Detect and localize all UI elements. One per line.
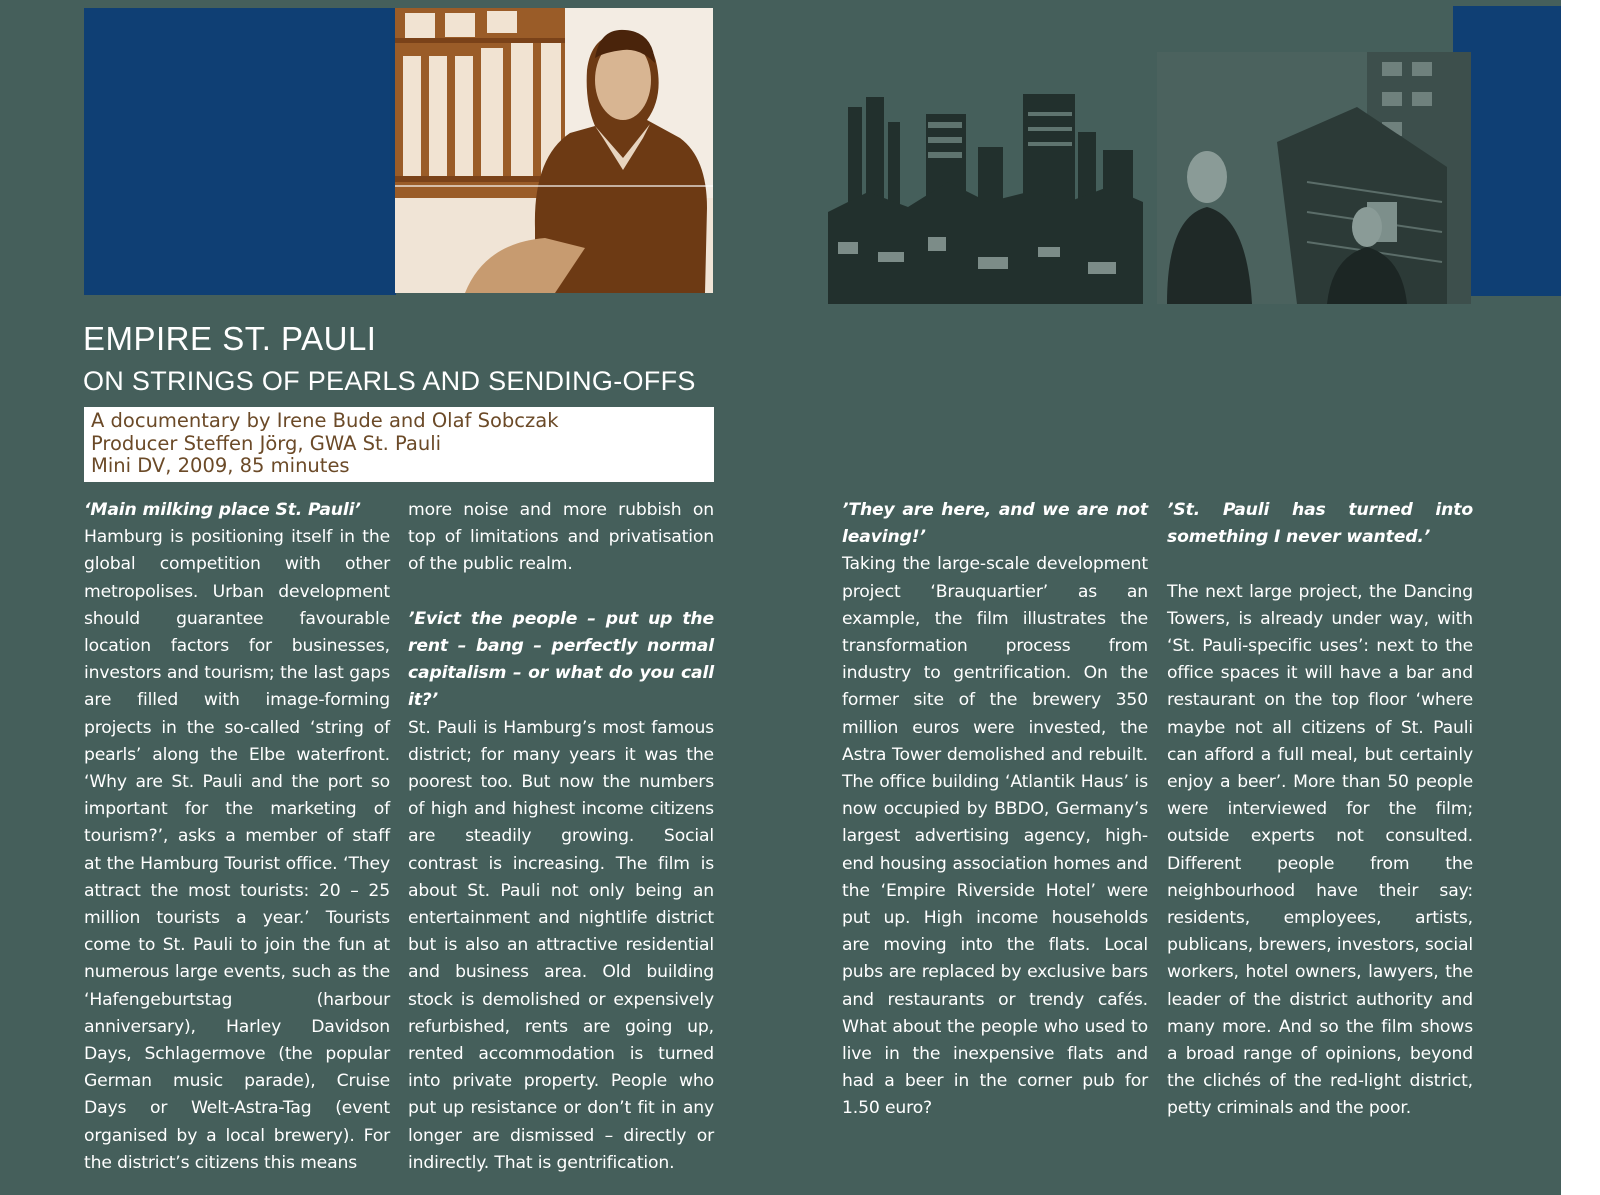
text-column-3: [842, 497, 1148, 1123]
text-column-2: [408, 497, 714, 1177]
section-heading: ‘Main milking place St. Pauli’: [84, 500, 361, 520]
people-photo: [1157, 52, 1471, 304]
credit-line: Producer Steffen Jörg, GWA St. Pauli: [91, 431, 442, 455]
blue-accent-block: [84, 8, 396, 295]
article-subtitle: ON STRINGS OF PEARLS AND SENDING-OFFS: [83, 366, 696, 396]
credit-line: A documentary by Irene Bude and Olaf Sobczak: [91, 409, 559, 432]
text-column-4: [1167, 497, 1473, 1123]
text-column-1: [84, 497, 390, 1177]
paragraph-spacer: [408, 579, 714, 606]
credit-line: Mini DV, 2009, 85 minutes: [91, 454, 350, 477]
skyline-photo: [828, 52, 1143, 304]
section-body: St. Pauli is Hamburg’s most famous district; for many years it was the poorest too. But now the numbers of high and highest income citizens are steadily growing. Social contrast is increasing. The film is about St. Pauli not only being an entertainment and nightlife district but is also an attractive residential and business area. Old building stock is demolished or expensively refurbished, rents are going up, rented accommodation is turned into private property. People who put up resistance or don’t fit in any longer are dismissed – directly or indirectly. That is gentrification.: [408, 717, 714, 1173]
section-heading: ’They are here, and we are not leaving!’: [842, 500, 1148, 548]
section-heading: ’St. Pauli has turned into something I never wanted.’: [1167, 500, 1473, 548]
section-body: The next large project, the Dancing Towers, is already under way, with ‘St. Pauli-specific uses’: next to the office spaces it will have a bar and restaurant on the top floor ‘where maybe not all citizens of St. Pauli can afford a full meal, but certainly enjoy a beer’. More than 50 people were interviewed for the film; outside experts not consulted. Different people from the neighbourhood have their say: residents, employees, artists, publicans, brewers, investors, social workers, hotel owners, lawyers, the leader of the district authority and many more. And so the film shows a broad range of opinions, beyond the clichés of the red-light district, petty criminals and the poor.: [1167, 581, 1473, 1119]
section-body: Hamburg is positioning itself in the global competition with other metropolises. Urban development should guarantee favourable location factors for businesses, investors and tourism; the last gaps are filled with image-forming projects in the so-called ‘string of pearls’ along the Elbe waterfront. ‘Why are St. Pauli and the port so important for the marketing of tourism?’, asks a member of staff at the Hamburg Tourist office. ‘They attract the most tourists: 20 – 25 million tourists a year.’ Tourists come to St. Pauli to join the fun at numerous large events, such as the ‘Hafengeburtstag (harbour anniversary), Harley Davidson Days, Schlagermove (the popular German music parade), Cruise Days or Welt-Astra-Tag (event organised by a local brewery). For the district’s citizens this means: [84, 527, 390, 1173]
section-body: Taking the large-scale development project ‘Brauquartier’ as an example, the film illustrates the transformation process from industry to gentrification. On the former site of the brewery 350 million euros were invested, the Astra Tower demolished and rebuilt. The office building ‘Atlantik Haus’ is now occupied by BBDO, Germany’s largest advertising agency, high-end housing association homes and the ‘Empire Riverside Hotel’ were put up. High income households are moving into the flats. Local pubs are replaced by exclusive bars and restaurants or trendy cafés. What about the people who used to live in the inexpensive flats and had a beer in the corner pub for 1.50 euro?: [842, 554, 1148, 1119]
paragraph-spacer: [1167, 551, 1473, 578]
section-body: more noise and more rubbish on top of limitations and privatisation of the public realm.: [408, 500, 714, 575]
article-title: EMPIRE ST. PAULI: [83, 320, 377, 357]
section-heading: ’Evict the people – put up the rent – bang – perfectly normal capitalism – or what do you call it?’: [408, 608, 714, 711]
credits-box: [84, 407, 714, 482]
portrait-photo: [395, 8, 713, 293]
